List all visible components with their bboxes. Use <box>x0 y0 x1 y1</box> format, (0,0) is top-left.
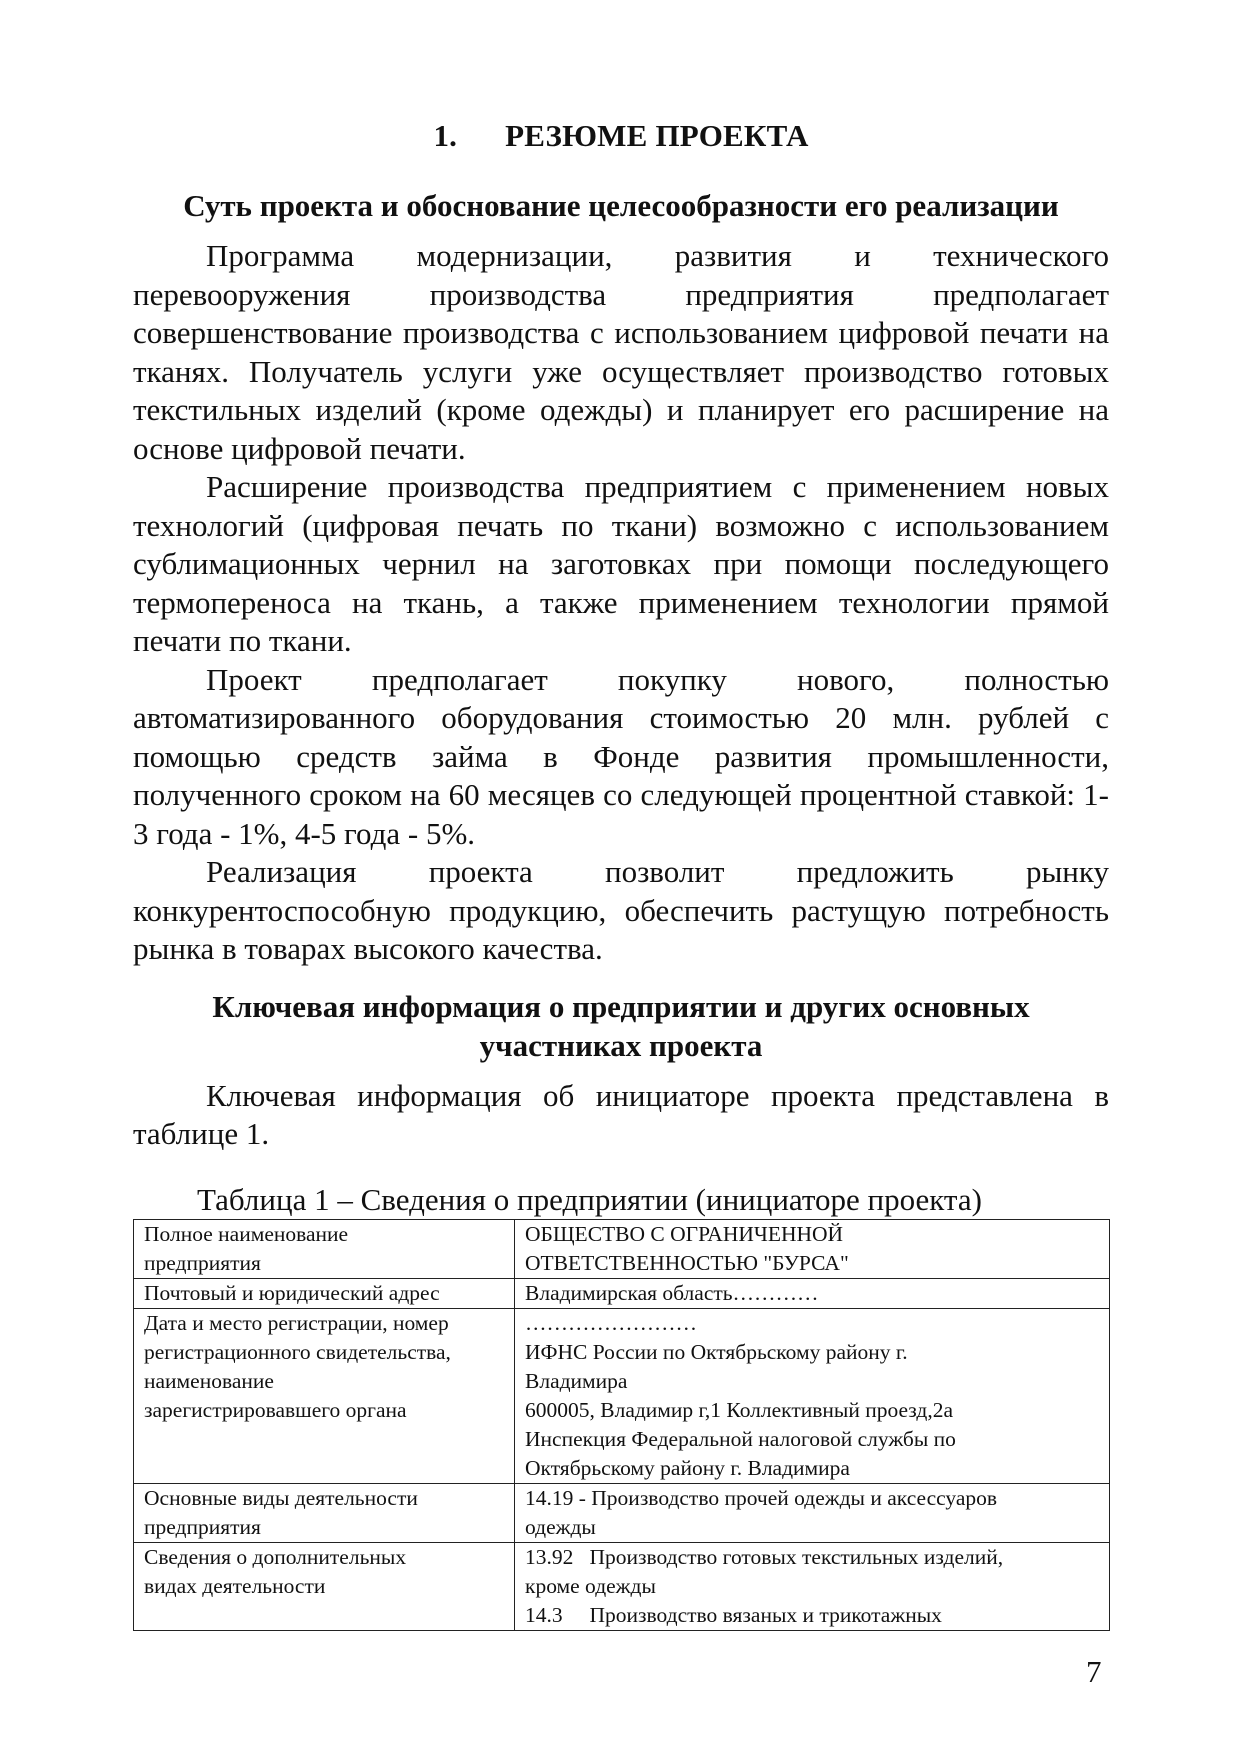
cell-text: зарегистрировавшего органа <box>144 1397 407 1422</box>
table-row <box>134 1542 1110 1630</box>
cell-text: Основные виды деятельности <box>144 1485 418 1510</box>
table-caption: Таблица 1 – Сведения о предприятии (инициаторе проекта) <box>197 1181 982 1217</box>
cell-text: одежды <box>525 1514 596 1539</box>
table-label-cell <box>134 1308 515 1483</box>
subsection-heading-essence: Суть проекта и обоснование целесообразности его реализации <box>183 188 1059 223</box>
cell-text: предприятия <box>144 1250 261 1275</box>
cell-text: Владимирская область………… <box>525 1280 819 1305</box>
table-value-cell <box>515 1483 1110 1542</box>
cell-text: Полное наименование <box>144 1221 349 1246</box>
cell-text: 600005, Владимир г,1 Коллективный проезд,2а <box>525 1397 954 1422</box>
subsection-heading-key-info <box>133 987 1109 1065</box>
cell-text: 14.19 - Производство прочей одежды и аксессуаров <box>525 1485 998 1510</box>
paragraph-table-reference: Ключевая информация об инициаторе проекта представлена в таблице 1. <box>133 1077 1109 1151</box>
table-value-cell <box>515 1278 1110 1308</box>
paragraph-result: Реализация проекта позволит предложить рынку конкурентоспособную продукцию, обеспечить растущую потребность рынка в товарах высокого качества. <box>133 854 1109 966</box>
section-title: РЕЗЮМЕ ПРОЕКТА <box>505 118 809 153</box>
section-heading <box>133 112 1109 160</box>
cell-text: ИФНС России по Октябрьскому району г. <box>525 1339 908 1364</box>
subsection-heading-line-2: участниках проекта <box>479 1027 763 1063</box>
cell-text: наименование <box>144 1368 274 1393</box>
cell-text: Инспекция Федеральной налоговой службы по <box>525 1426 956 1451</box>
section-number: 1. <box>433 118 458 153</box>
table-value-cell <box>515 1308 1110 1483</box>
cell-text: ОБЩЕСТВО С ОГРАНИЧЕННОЙ <box>525 1221 844 1246</box>
table-label-cell <box>134 1278 515 1308</box>
table-value-cell <box>515 1542 1110 1630</box>
cell-text: Дата и место регистрации, номер <box>144 1310 449 1335</box>
table-row <box>134 1219 1110 1278</box>
cell-text: 14.3 Производство вязаных и трикотажных <box>525 1602 942 1627</box>
cell-text: Сведения о дополнительных <box>144 1544 407 1569</box>
table-label-cell <box>134 1542 515 1630</box>
cell-text: Октябрьскому району г. Владимира <box>525 1455 850 1480</box>
cell-text: регистрационного свидетельства, <box>144 1339 451 1364</box>
page-number: 7 <box>1086 1654 1102 1689</box>
table-label-cell <box>134 1219 515 1278</box>
table-row <box>134 1278 1110 1308</box>
cell-text: предприятия <box>144 1514 261 1539</box>
paragraph-program: Программа модернизации, развития и технического перевооружения производства предприятия предполагает совершенствование производства с использованием цифровой печати на тканях. Получатель услуги уже осуществляет производство готовых текстильных изделий (кроме одежды) и планирует его расширение на основе цифровой печати. <box>133 238 1109 466</box>
cell-text: видах деятельности <box>144 1573 326 1598</box>
table-label-cell <box>134 1483 515 1542</box>
table-row <box>134 1308 1110 1483</box>
cell-text: кроме одежды <box>525 1573 656 1598</box>
cell-text: ОТВЕТСТВЕННОСТЬЮ "БУРСА" <box>525 1250 849 1275</box>
cell-text: Владимира <box>525 1368 628 1393</box>
page-content <box>133 112 1109 1631</box>
cell-text: Почтовый и юридический адрес <box>144 1280 440 1305</box>
cell-text: 13.92 Производство готовых текстильных изделий, <box>525 1544 1004 1569</box>
paragraph-expansion: Расширение производства предприятием с применением новых технологий (цифровая печать по ткани) возможно с использованием сублимационных чернил на заготовках при помощи последующего термопереноса на ткань, а также применением технологии прямой печати по ткани. <box>133 469 1109 658</box>
enterprise-info-table <box>133 1219 1110 1631</box>
table-row <box>134 1483 1110 1542</box>
cell-text: …………………… <box>525 1310 697 1335</box>
subsection-heading-line-1: Ключевая информация о предприятии и других основных <box>212 988 1030 1024</box>
paragraph-equipment: Проект предполагает покупку нового, полностью автоматизированного оборудования стоимостью 20 млн. рублей с помощью средств займа в Фонде развития промышленности, полученного сроком на 60 месяцев со следующей процентной ставкой: 1-3 года - 1%, 4-5 года - 5%. <box>133 661 1109 851</box>
table-value-cell <box>515 1219 1110 1278</box>
